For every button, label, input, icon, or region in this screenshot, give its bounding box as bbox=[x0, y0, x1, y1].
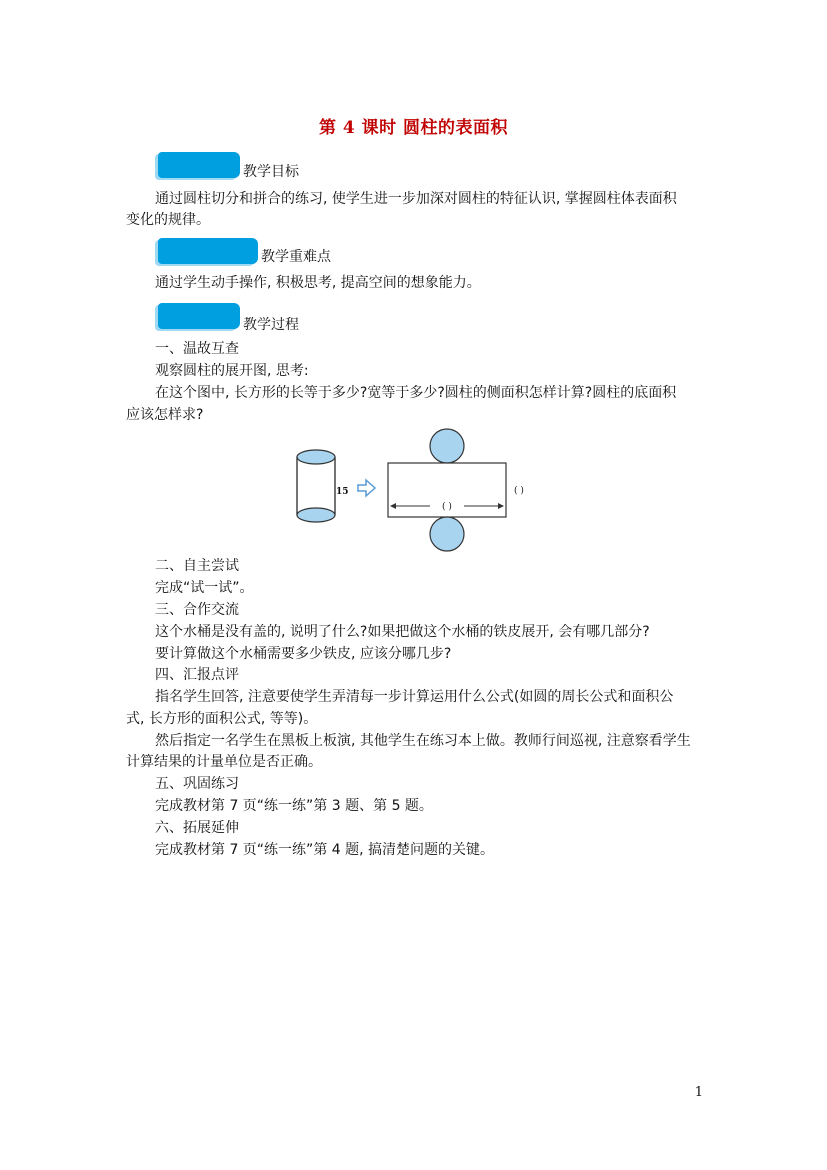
process-step-2-heading: 二、自主尝试 bbox=[155, 558, 239, 574]
process-step-4-line-4: 计算结果的计量单位是否正确。 bbox=[126, 754, 322, 770]
process-step-1-heading: 一、温故互查 bbox=[155, 341, 239, 357]
process-step-4-line-1: 指名学生回答, 注意要使学生弄清每一步计算运用什么公式(如圆的周长公式和面积公 bbox=[155, 689, 674, 705]
page-title: 第 4 课时 圆柱的表面积 bbox=[318, 118, 509, 138]
process-step-3-line-2: 要计算做这个水桶需要多少铁皮, 应该分哪几步? bbox=[155, 646, 452, 662]
section-label-goals: 教学目标 bbox=[243, 164, 299, 180]
process-step-6-heading: 六、拓展延伸 bbox=[155, 820, 239, 836]
cylinder-top bbox=[297, 450, 335, 464]
goals-text-line-1: 通过圆柱切分和拼合的练习, 使学生进一步加深对圆柱的特征认识, 掌握圆柱体表面积 bbox=[155, 191, 677, 207]
net-top-circle bbox=[430, 429, 464, 463]
page-number: 1 bbox=[694, 1085, 703, 1100]
process-step-3-heading: 三、合作交流 bbox=[155, 602, 239, 618]
process-step-5-heading: 五、巩固练习 bbox=[155, 776, 239, 792]
process-step-4-line-3: 然后指定一名学生在黑板上板演, 其他学生在练习本上做。教师行间巡视, 注意察看学生 bbox=[155, 733, 691, 749]
arrow-right-icon bbox=[358, 480, 375, 496]
section-tab-process bbox=[158, 303, 240, 329]
cylinder-side bbox=[297, 457, 335, 515]
process-step-3-line-1: 这个水桶是没有盖的, 说明了什么?如果把做这个水桶的铁皮展开, 会有哪几部分? bbox=[155, 624, 650, 640]
section-label-process: 教学过程 bbox=[243, 317, 299, 333]
section-tab-keypoints bbox=[158, 238, 258, 264]
process-step-2-line-1: 完成“试一试”。 bbox=[155, 580, 254, 596]
net-bottom-circle bbox=[430, 517, 464, 551]
process-step-1-line-3: 应该怎样求? bbox=[126, 407, 204, 423]
length-bracket-label: ( ) bbox=[442, 502, 452, 512]
keypoints-text: 通过学生动手操作, 积极思考, 提高空间的想象能力。 bbox=[155, 275, 481, 291]
process-step-1-line-2: 在这个图中, 长方形的长等于多少?宽等于多少?圆柱的侧面积怎样计算?圆柱的底面积 bbox=[155, 385, 677, 401]
process-step-4-line-2: 式, 长方形的面积公式, 等等)。 bbox=[126, 711, 318, 727]
section-label-keypoints: 教学重难点 bbox=[261, 249, 331, 265]
cylinder-bottom bbox=[297, 508, 335, 522]
process-step-4-heading: 四、汇报点评 bbox=[155, 667, 239, 683]
process-step-5-line-1: 完成教材第 7 页“练一练”第 3 题、第 5 题。 bbox=[155, 798, 433, 814]
cylinder-drawing bbox=[297, 450, 335, 522]
section-tab-goals bbox=[158, 152, 240, 178]
width-bracket-label: ( ) bbox=[514, 486, 524, 496]
height-label: 15 bbox=[336, 487, 349, 497]
cylinder-net-figure bbox=[290, 425, 550, 555]
goals-text-line-2: 变化的规律。 bbox=[126, 212, 210, 228]
process-step-6-line-1: 完成教材第 7 页“练一练”第 4 题, 搞清楚问题的关键。 bbox=[155, 842, 495, 858]
process-step-1-line-1: 观察圆柱的展开图, 思考: bbox=[155, 363, 309, 379]
